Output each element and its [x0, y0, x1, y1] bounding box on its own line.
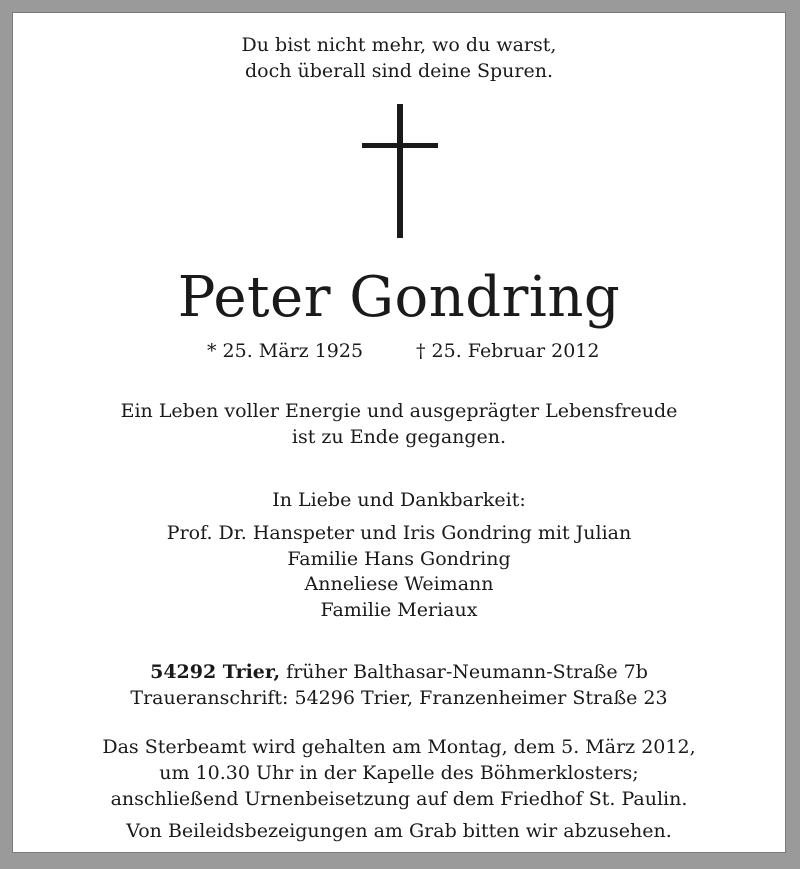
closing-note: Von Beileidsbezeigungen am Grab bitten wir abzusehen.: [126, 820, 672, 842]
service-line-2: um 10.30 Uhr in der Kapelle des Böhmerklosters;: [159, 762, 639, 784]
mourner-name: Anneliese Weimann: [304, 573, 494, 595]
obituary-notice: [12, 12, 786, 853]
birth-date: * 25. März 1925: [207, 340, 364, 362]
mourning-address: Traueranschrift: 54296 Trier, Franzenheimer Straße 23: [130, 687, 668, 709]
motto-line-2: doch überall sind deine Spuren.: [244, 60, 554, 82]
deceased-name: Peter Gondring: [177, 265, 621, 330]
motto-line-1: Du bist nicht mehr, wo du warst,: [241, 34, 557, 56]
address-city: 54292 Trier,: [150, 661, 281, 683]
service-line-1: Das Sterbeamt wird gehalten am Montag, dem 5. März 2012,: [102, 736, 696, 758]
mourner-name: Familie Meriaux: [320, 599, 478, 621]
mourners-intro: In Liebe und Dankbarkeit:: [272, 489, 526, 511]
address-line: [13, 660, 785, 684]
tribute-line-1: Ein Leben voller Energie und ausgeprägter Lebensfreude: [120, 400, 678, 422]
address-former: früher Balthasar-Neumann-Straße 7b: [286, 661, 648, 683]
death-date: † 25. Februar 2012: [416, 340, 600, 362]
service-line-3: anschließend Urnenbeisetzung auf dem Friedhof St. Paulin.: [110, 788, 688, 810]
tribute-line-2: ist zu Ende gegangen.: [291, 426, 507, 448]
mourner-name: Familie Hans Gondring: [287, 548, 511, 570]
mourner-name: Prof. Dr. Hanspeter und Iris Gondring mit Julian: [166, 522, 632, 544]
